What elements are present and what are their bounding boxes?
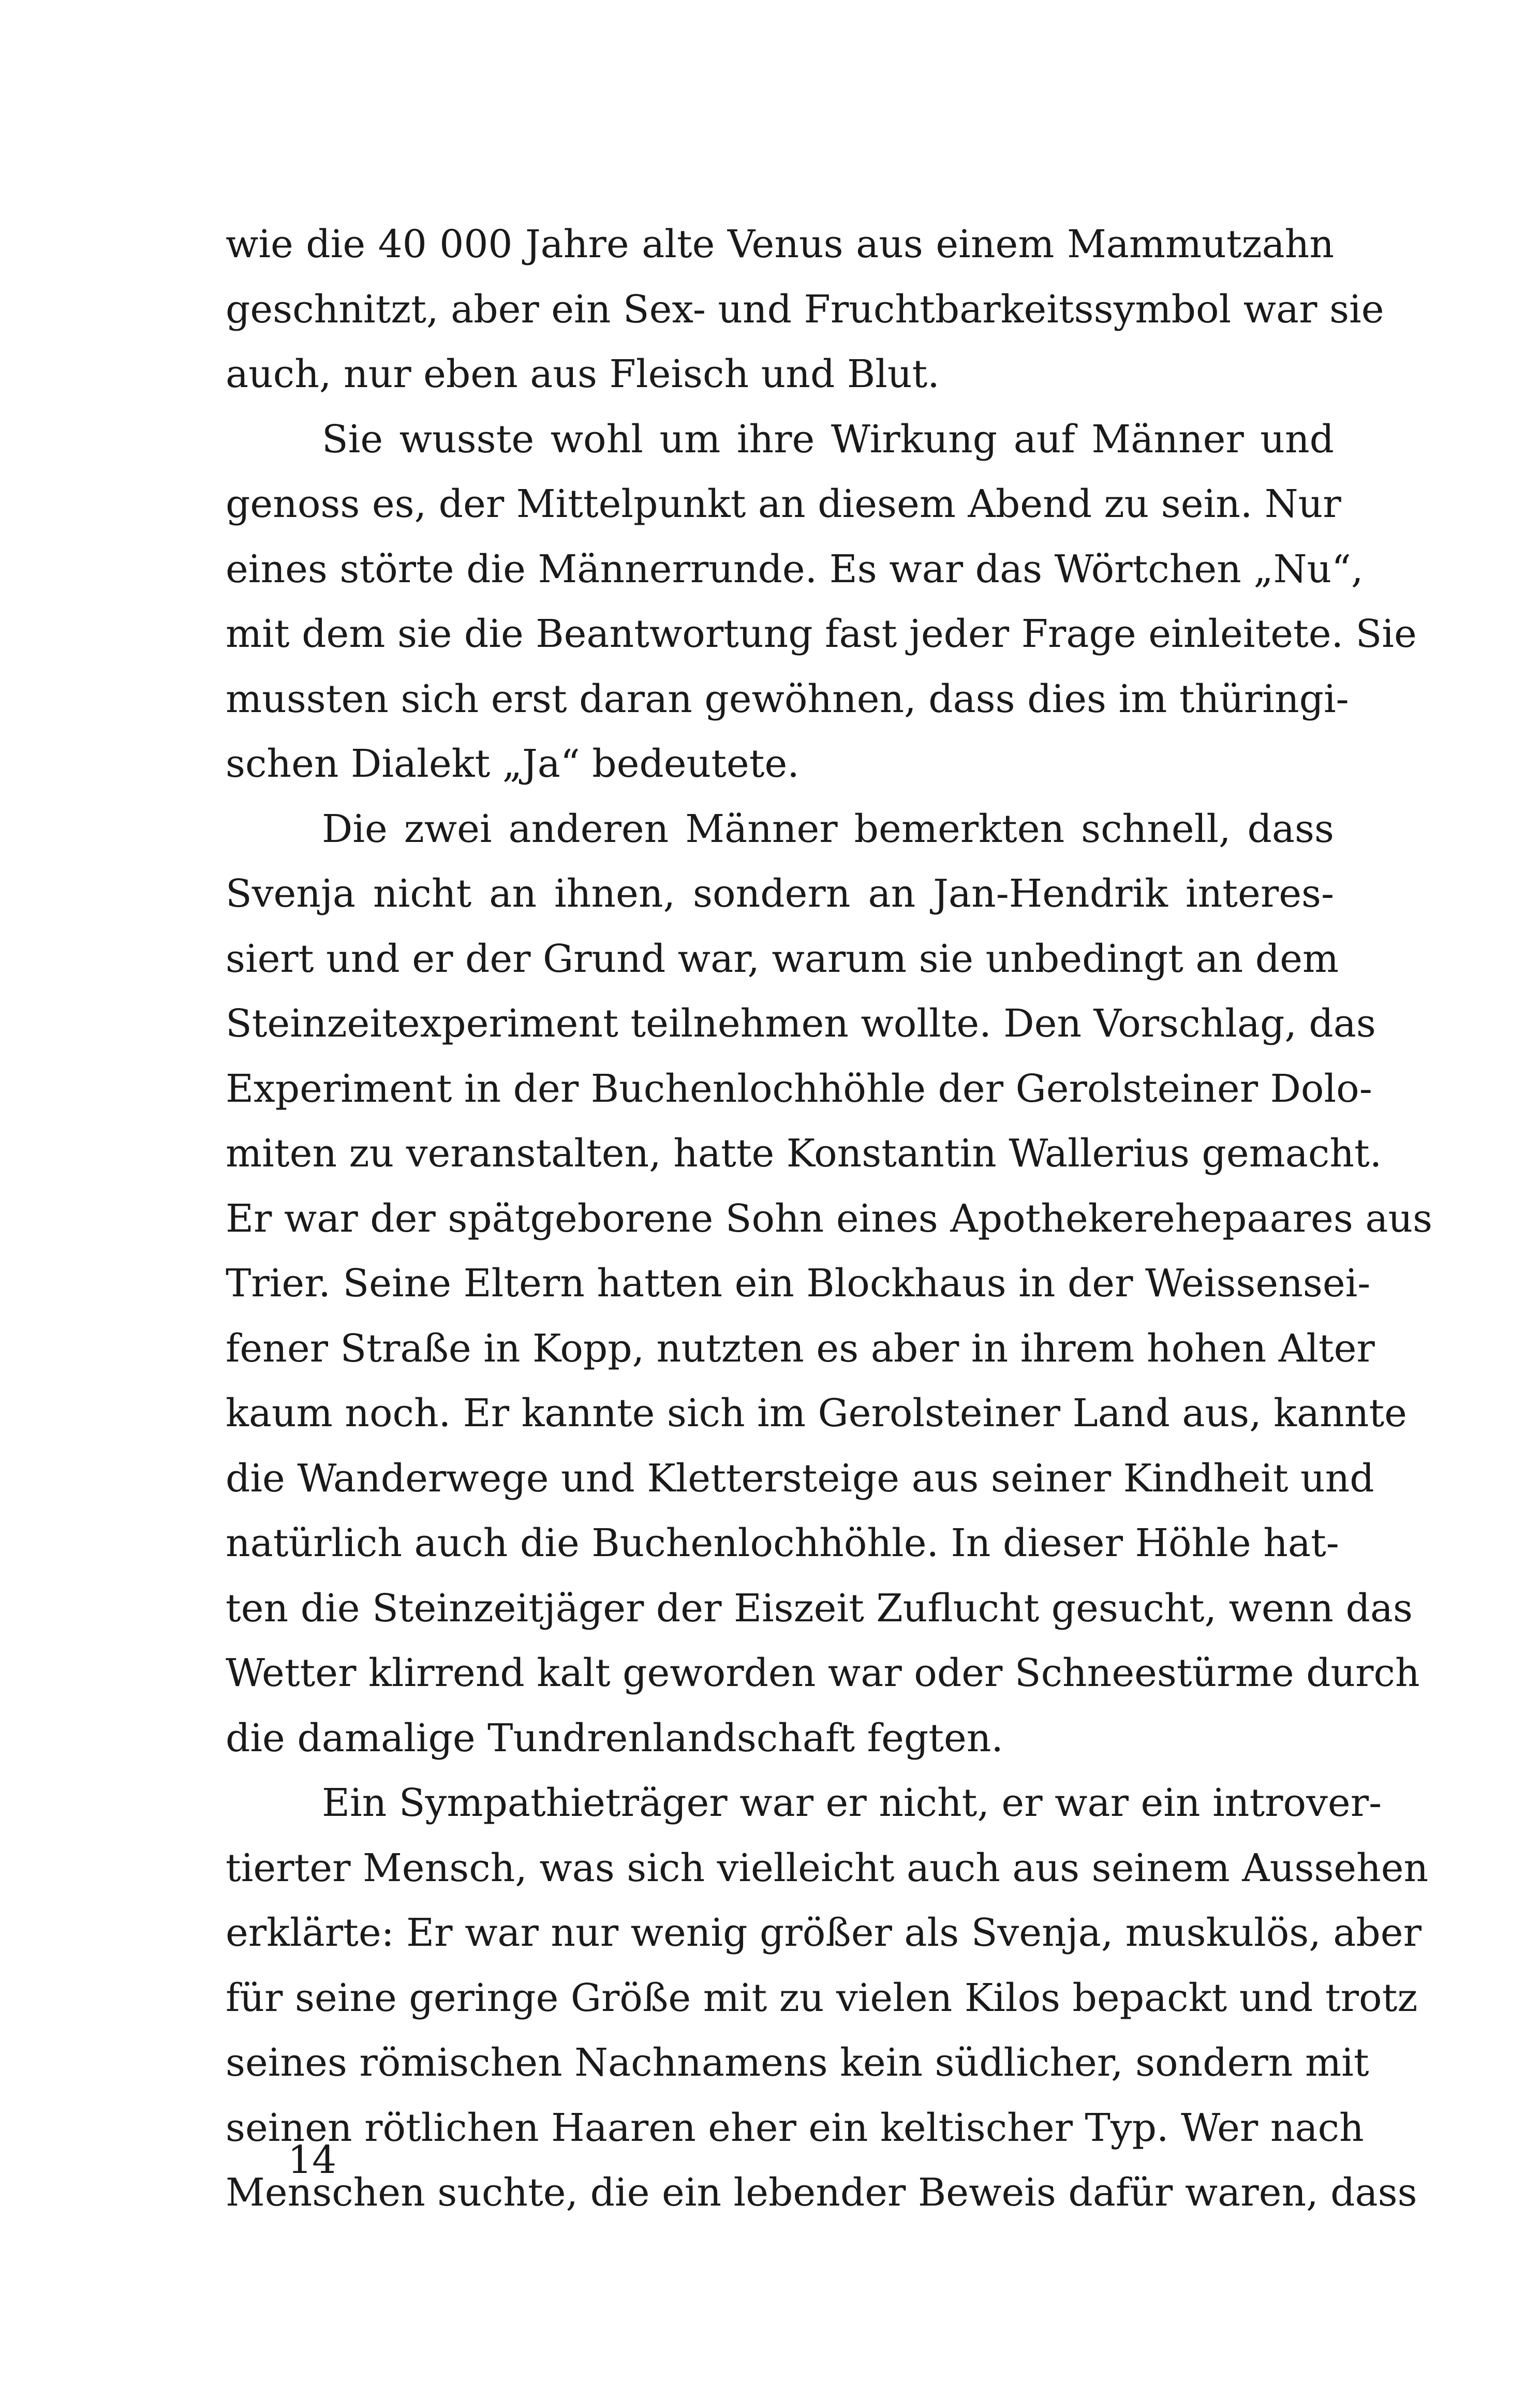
text-line: Experiment in der Buchenlochhöhle der Gerolsteiner Dolo- (226, 1066, 1372, 1111)
body-text (226, 212, 1433, 2226)
text-line: die Wanderwege und Klettersteige aus seiner Kindheit und (226, 1456, 1374, 1501)
text-line: seinen rötlichen Haaren eher ein keltischer Typ. Wer nach (226, 2105, 1364, 2150)
text-line: tierter Mensch, was sich vielleicht auch aus seinem Aussehen (226, 1845, 1429, 1890)
text-line: ten die Steinzeitjäger der Eiszeit Zuflucht gesucht, wenn das (226, 1586, 1413, 1631)
text-line: mit dem sie die Beantwortung fast jeder Frage einleitete. Sie (226, 612, 1417, 656)
text-line: die damalige Tundrenlandschaft fegten. (226, 1715, 1003, 1761)
text-line: auch, nur eben aus Fleisch und Blut. (226, 352, 940, 396)
text-line: schen Dialekt „Ja“ bedeutete. (226, 742, 799, 786)
text-line: mussten sich erst daran gewöhnen, dass dies im thüringi- (226, 676, 1349, 721)
paragraph-start-line: Die zwei anderen Männer bemerkten schnell, dass (322, 806, 1334, 851)
text-line: genoss es, der Mittelpunkt an diesem Abend zu sein. Nur (226, 482, 1341, 526)
page-number: 14 (288, 2138, 337, 2182)
text-line: siert und er der Grund war, warum sie unbedingt an dem (226, 936, 1339, 981)
paragraph-start-line: Sie wusste wohl um ihre Wirkung auf Männer und (322, 417, 1334, 462)
paragraph-start-line: Ein Sympathieträger war er nicht, er war ein introver- (322, 1781, 1382, 1825)
text-line: Menschen suchte, die ein lebender Beweis dafür waren, dass (226, 2170, 1417, 2215)
text-line: erklärte: Er war nur wenig größer als Svenja, muskulös, aber (226, 1911, 1421, 1955)
text-line: eines störte die Männerrunde. Es war das Wörtchen „Nu“, (226, 546, 1364, 591)
text-line: für seine geringe Größe mit zu vielen Kilos bepackt und trotz (226, 1975, 1418, 2020)
text-line: Steinzeitexperiment teilnehmen wollte. Den Vorschlag, das (226, 1001, 1376, 1046)
text-line: Wetter klirrend kalt geworden war oder Schneestürme durch (226, 1651, 1420, 1695)
text-line: kaum noch. Er kannte sich im Gerolsteiner Land aus, kannte (226, 1391, 1407, 1436)
text-line: fener Straße in Kopp, nutzten es aber in ihrem hohen Alter (226, 1326, 1375, 1371)
text-line: geschnitzt, aber ein Sex- und Fruchtbarkeitssymbol war sie (226, 287, 1384, 332)
text-line: miten zu veranstalten, hatte Konstantin Wallerius gemacht. (226, 1131, 1382, 1176)
text-line: Trier. Seine Eltern hatten ein Blockhaus in der Weissensei- (226, 1261, 1371, 1306)
text-line: wie die 40 000 Jahre alte Venus aus einem Mammutzahn (226, 222, 1334, 267)
text-line: Svenja nicht an ihnen, sondern an Jan-Hendrik interes- (226, 871, 1334, 916)
text-line: Er war der spätgeborene Sohn eines Apothekerehepaares aus (226, 1196, 1433, 1241)
text-line: seines römischen Nachnamens kein südlicher, sondern mit (226, 2040, 1369, 2085)
text-line: natürlich auch die Buchenlochhöhle. In dieser Höhle hat- (226, 1521, 1339, 1565)
